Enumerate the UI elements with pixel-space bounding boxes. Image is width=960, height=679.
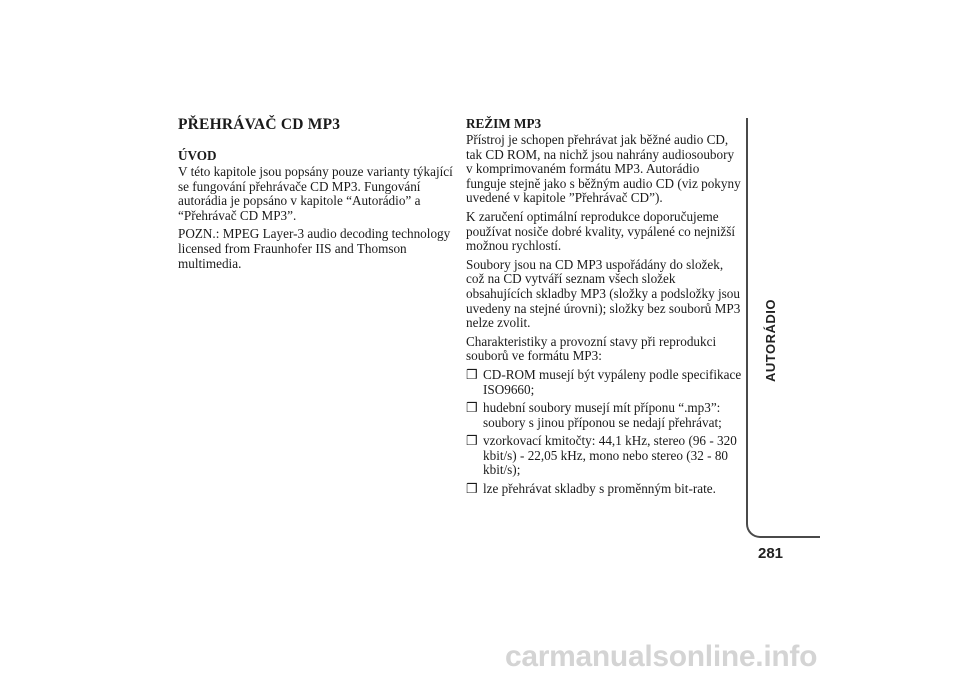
list-item-text: hudební soubory musejí mít příponu “.mp3”: soubory s jinou příponou se nedají přehrávat; bbox=[483, 400, 722, 430]
list-item bbox=[466, 434, 742, 478]
checkbox-bullet-icon: ❒ bbox=[466, 400, 478, 416]
list-item-text: vzorkovací kmitočty: 44,1 kHz, stereo (96 - 320 kbit/s) - 22,05 kHz, mono nebo stereo (32 - 80 kbit/s); bbox=[483, 433, 737, 478]
list-item-text: CD-ROM musejí být vypáleny podle specifikace ISO9660; bbox=[483, 366, 742, 397]
chapter-tab-text: AUTORÁDIO bbox=[762, 298, 778, 382]
left-column bbox=[178, 116, 454, 275]
paragraph: Charakteristiky a provozní stavy při reprodukci souborů ve formátu MP3: bbox=[466, 333, 717, 364]
section-heading-uvod: ÚVOD bbox=[178, 148, 217, 163]
page-number: 281 bbox=[758, 545, 784, 562]
list-item bbox=[466, 482, 742, 497]
paragraph: K zaručení optimální reprodukce doporučujeme používat nosiče dobré kvality, vypálené co nejnižší možnou rychlostí. bbox=[466, 208, 736, 254]
section-heading-mp3-mode: REŽIM MP3 bbox=[466, 116, 542, 131]
page-title: PŘEHRÁVAČ CD MP3 bbox=[178, 116, 341, 133]
list-item bbox=[466, 368, 742, 397]
right-column bbox=[466, 116, 742, 501]
list-item bbox=[466, 401, 742, 430]
bullet-list bbox=[466, 368, 742, 497]
checkbox-bullet-icon: ❒ bbox=[466, 433, 478, 449]
paragraph: V této kapitole jsou popsány pouze varianty týkající se fungování přehrávače CD MP3. Fungování autorádia je popsáno v kapitole “Autorádio” a “Přehrávač CD MP3”. bbox=[178, 164, 453, 223]
paragraph: POZN.: MPEG Layer-3 audio decoding technology licensed from Fraunhofer IIS and Thomson multimedia. bbox=[178, 226, 451, 271]
watermark: carmanualsonline.info bbox=[505, 640, 818, 673]
checkbox-bullet-icon: ❒ bbox=[466, 481, 478, 497]
paragraph: Soubory jsou na CD MP3 uspořádány do složek, což na CD vytváří seznam všech složek obsahujících skladby MP3 (složky a podsložky jsou uvedeny na stejné úrovni); složky bez souborů MP3 nelze zvolit. bbox=[466, 256, 741, 331]
chapter-tab-label bbox=[756, 300, 784, 380]
checkbox-bullet-icon: ❒ bbox=[466, 366, 478, 382]
paragraph: Přístroj je schopen přehrávat jak běžné audio CD, tak CD ROM, na nichž jsou nahrány audiosoubory v komprimovaném formátu MP3. Autorádio funguje stejně jako s běžným audio CD (viz pokyny uvedené v kapitole ”Přehrávač CD”). bbox=[466, 132, 741, 206]
list-item-text: lze přehrávat skladby s proměnným bit-rate. bbox=[483, 481, 716, 497]
